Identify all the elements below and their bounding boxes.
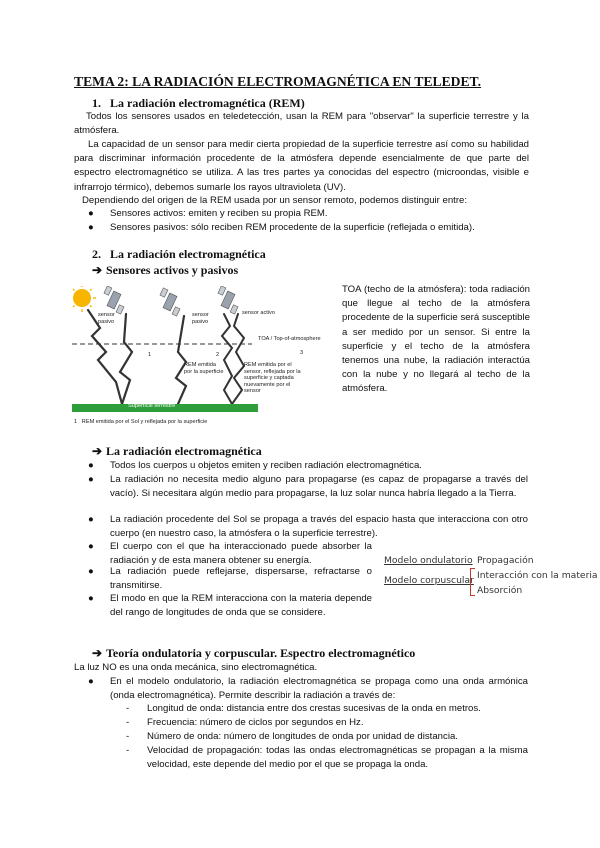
caption-number: 1: [74, 419, 78, 425]
toa-paragraph: TOA (techo de la atmósfera): toda radiación que llegue al techo de la atmósfera procedente de la superficie será susceptible a ser medido por un sensor. Si entre la superficie y el techo de la atmósfera tenemos una nube, la radiación interactúa con la nube y no llegará al techo de la atmósfera.: [342, 284, 530, 395]
number-label: 2: [216, 352, 220, 358]
list-item: [88, 675, 528, 702]
absorcion-note: Absorción: [477, 585, 523, 596]
section-1-heading: 1. La radiación electromagnética (REM): [92, 96, 305, 110]
sensor-activo-label: sensor activo: [242, 310, 275, 316]
number-label: 3: [300, 350, 304, 356]
figure-label-3: REM emitida por el sensor, reflejada por la superficie y captada nuevamente por el sensor: [244, 362, 301, 395]
list-item-text: Sensores activos: emiten y reciben su propia REM.: [110, 208, 328, 219]
bullet-icon: ●: [88, 566, 94, 577]
section-1-paragraph-2: La capacidad de un sensor para medir cierta propiedad de la superficie terrestre así como su habilidad para discriminar información procedente de la atmósfera depende esencialmente de que parte del espectro electromagnético se utiliza. A las tres partes ya conocidas del espectro (microondas, visible e infrarrojo térmico), debemos sumarle los rayos ultravioleta (UV).: [74, 139, 529, 193]
list-item-text: La radiación no necesita medio alguno para propagarse (es capaz de propagarse a través del vacío). Si necesitara algún medio para propagarse, la luz solar nunca habría llegado a la Tierra.: [110, 474, 528, 499]
subsection-heading: [92, 646, 415, 661]
satellite-icon: [218, 286, 238, 314]
list-item-text: Todos los cuerpos u objetos emiten y reciben radiación electromagnética.: [110, 460, 422, 471]
sub-list-item-text: Longitud de onda: distancia entre dos crestas sucesivas de la onda en metros.: [147, 703, 481, 714]
bullet-icon: ●: [88, 514, 94, 525]
bullet-icon: ●: [88, 222, 94, 233]
luz-paragraph: La luz NO es una onda mecánica, sino electromagnética.: [74, 662, 318, 673]
figure-label-2: REM emitida por la superficie: [184, 362, 224, 375]
subsection-heading: [92, 263, 238, 278]
sub-list-item: [126, 716, 528, 730]
arrow-icon: ➔: [92, 263, 103, 277]
list-item-text: Sensores pasivos: sólo reciben REM procedente de la superficie (reflejada o emitida).: [110, 222, 475, 233]
subsection-title: La radiación electromagnética: [106, 444, 262, 458]
page-title: TEMA 2: LA RADIACIÓN ELECTROMAGNÉTICA EN TELEDET.: [74, 74, 482, 89]
list-item-text: El modo en que la REM interacciona con la materia depende del rango de longitudes de onda que se considere.: [110, 593, 372, 618]
list-item: [88, 459, 528, 473]
arrow-icon: ➔: [92, 646, 103, 660]
satellite-icon: [160, 288, 180, 316]
caption-text: REM emitida por el Sol y reflejada por la superficie: [81, 419, 208, 425]
list-item: [88, 540, 372, 567]
brace-icon: [470, 568, 475, 596]
sub-list-item-text: Número de onda: número de longitudes de onda por unidad de distancia.: [147, 731, 458, 742]
model-notes: [382, 552, 600, 600]
section-2-heading: 2. La radiación electromagnética: [92, 247, 266, 261]
bullet-icon: ●: [88, 676, 94, 687]
list-item-text: La radiación puede reflejarse, dispersarse, refractarse o transmitirse.: [110, 566, 372, 591]
subsection-title: Teoría ondulatoria y corpuscular. Espectro electromagnético: [106, 646, 416, 660]
sun-icon: [72, 286, 96, 312]
number-label: 1: [148, 352, 152, 358]
dash-icon: -: [126, 745, 130, 756]
sensor-pasivo-label: sensor pasivo: [98, 312, 115, 325]
section-1-paragraph-3: Dependiendo del origen de la REM usada por un sensor remoto, podemos distinguir entre:: [82, 195, 468, 206]
arrow-icon: ➔: [92, 444, 103, 458]
toa-label: TOA / Top-of-atmosphere: [258, 336, 321, 342]
list-item: [88, 221, 528, 235]
bullet-icon: ●: [88, 593, 94, 604]
ground-label: Superficie terrestre: [128, 403, 176, 409]
subsection-heading: [92, 444, 262, 459]
sensor-pasivo-label-2: sensor pasivo: [192, 312, 209, 325]
list-item: [88, 565, 372, 592]
list-item: [88, 592, 372, 619]
sub-list-item: [126, 702, 528, 716]
bullet-icon: ●: [88, 541, 94, 552]
dash-icon: -: [126, 731, 130, 742]
sub-list-item-text: Frecuencia: número de ciclos por segundos en Hz.: [147, 717, 364, 728]
list-item-text: El cuerpo con el que ha interaccionado puede absorber la radiación y de esta manera obtener su energía.: [110, 541, 372, 566]
list-item: [88, 513, 528, 540]
modelo-corpuscular-note: Modelo corpuscular: [384, 575, 474, 586]
bullet-icon: ●: [88, 474, 94, 485]
sub-list-item-text: Velocidad de propagación: todas las ondas electromagnéticas se propagan a la misma velocidad, este depende del medio por el que se propaga la onda.: [147, 745, 528, 770]
bullet-icon: ●: [88, 460, 94, 471]
dash-icon: -: [126, 717, 130, 728]
figure-caption: [74, 419, 207, 426]
satellite-icon: [104, 286, 124, 314]
propagacion-note: Propagación: [477, 555, 534, 566]
dash-icon: -: [126, 703, 130, 714]
list-item-text: La radiación procedente del Sol se propaga a través del espacio hasta que interacciona con otro cuerpo (en nuestro caso, la atmósfera o la superficie terrestre).: [110, 514, 528, 539]
list-item: [88, 473, 528, 500]
modelo-ondulatorio-note: Modelo ondulatorio: [384, 555, 473, 566]
radiation-beam-2: [176, 316, 186, 404]
interaccion-note: Interacción con la materia: [477, 570, 598, 581]
sub-list-item: [126, 730, 528, 744]
subsection-title: Sensores activos y pasivos: [106, 263, 239, 277]
sensors-figure: [72, 286, 336, 414]
list-item: [88, 207, 528, 221]
radiation-beam-3: [222, 314, 244, 404]
bullet-icon: ●: [88, 208, 94, 219]
section-1-paragraph-1: Todos los sensores usados en teledetección, usan la REM para "observar" la superficie terrestre y la atmósfera.: [74, 111, 529, 137]
sub-list-item: [126, 744, 528, 771]
list-item-text: En el modelo ondulatorio, la radiación electromagnética se propaga como una onda armónica (onda electromagnética). Permite describir la radiación a través de:: [110, 676, 528, 701]
